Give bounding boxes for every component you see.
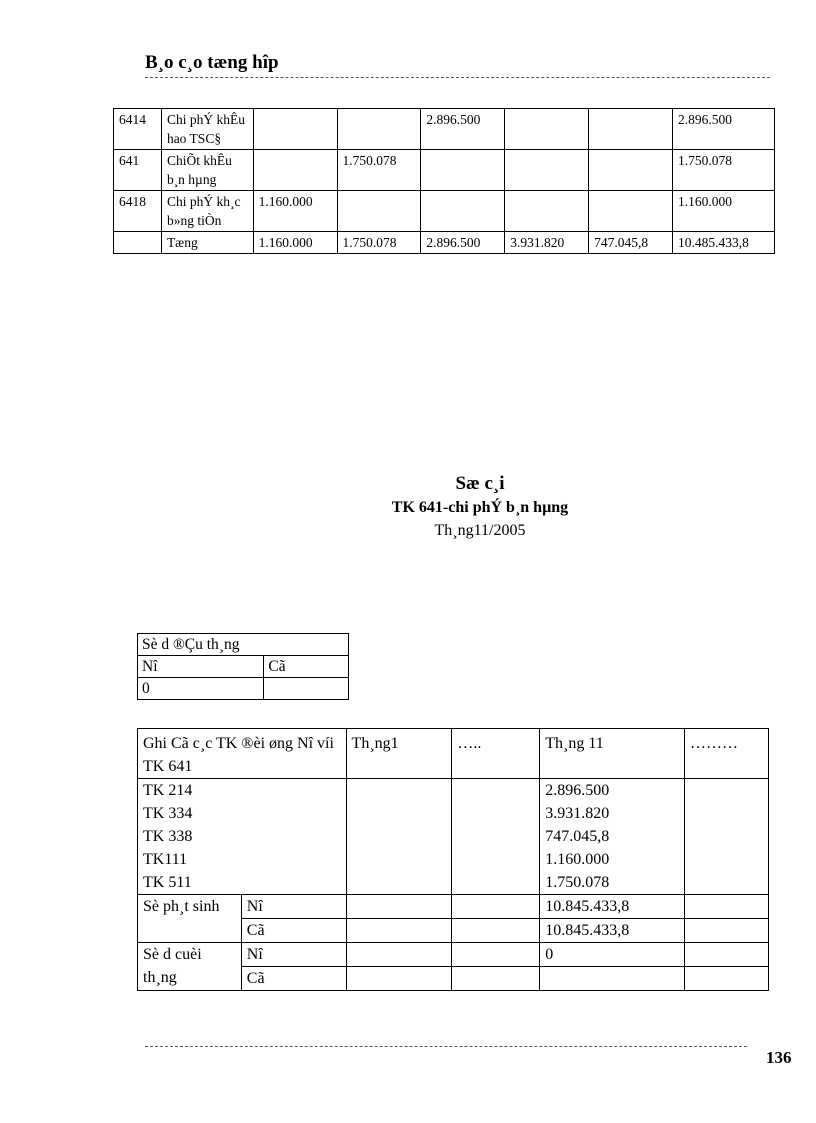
turnover-debit-row [138, 895, 769, 919]
table-cell: 1.750.078 [337, 150, 421, 191]
account-label: TK 511 [143, 874, 192, 891]
table-cell: 641 [114, 150, 162, 191]
table-cell: 1.160.000 [253, 191, 337, 232]
table-row [114, 150, 775, 191]
table-cell: 2.896.500 [673, 109, 775, 150]
table-cell [337, 191, 421, 232]
table-cell [505, 109, 589, 150]
table-cell [114, 232, 162, 254]
opening-balance-table [137, 633, 349, 700]
table-cell: 2.896.500 [421, 109, 505, 150]
table-cell: Chi phÝ kh¸c b»ng tiÒn [161, 191, 253, 232]
ledger-period: Th¸ng11/2005 [434, 522, 526, 539]
table-cell: Tæng [161, 232, 253, 254]
opening-credit-value [264, 678, 349, 700]
table-row [114, 191, 775, 232]
table-cell: 3.931.820 [505, 232, 589, 254]
turnover-credit-value: 10.845.433,8 [540, 919, 685, 943]
ledger-title: Sæ c¸i [455, 473, 505, 494]
ledger-accounts-row [138, 779, 769, 895]
ledger-ellipsis-cell [452, 779, 540, 895]
table-cell [253, 150, 337, 191]
ledger-header-ellipsis-2: ……… [685, 729, 769, 779]
table-cell: 747.045,8 [589, 232, 673, 254]
ledger-header-accounts: Ghi Cã c¸c TK ®èi øng Nî víi TK 641 [138, 729, 347, 779]
table-row [114, 232, 775, 254]
table-cell [505, 191, 589, 232]
closing-debit-label: Nî [241, 943, 346, 967]
page-number: 136 [766, 1048, 792, 1067]
table-row [114, 109, 775, 150]
table-cell [505, 150, 589, 191]
account-label: TK 214 [143, 782, 193, 799]
closing-balance-label: Sè d cuèi th¸ng [138, 943, 242, 991]
table-cell: 2.896.500 [421, 232, 505, 254]
account-label: TK111 [143, 851, 188, 868]
table-cell [253, 109, 337, 150]
table-cell [589, 150, 673, 191]
table-cell: 10.485.433,8 [673, 232, 775, 254]
table-cell: 1.750.078 [673, 150, 775, 191]
table-cell: Chi phÝ khÊu hao TSC§ [161, 109, 253, 150]
ledger-header-row [138, 729, 769, 779]
opening-debit-label: Nî [138, 656, 264, 678]
ledger-header-month1: Th¸ng1 [346, 729, 452, 779]
closing-debit-row [138, 943, 769, 967]
table-cell: 1.750.078 [337, 232, 421, 254]
ledger-ellipsis-cell-2 [685, 779, 769, 895]
footer-divider [145, 1046, 747, 1047]
account-amount: 2.896.500 [545, 782, 610, 799]
table-cell: 6414 [114, 109, 162, 150]
turnover-debit-label: Nî [241, 895, 346, 919]
page-header-title: B¸o c¸o tæng hîp [145, 52, 279, 73]
expense-breakdown-table [113, 108, 775, 254]
opening-debit-value: 0 [138, 678, 264, 700]
table-cell [589, 191, 673, 232]
opening-balance-header: Sè d ®Çu th¸ng [138, 634, 349, 656]
account-label: TK 334 [143, 805, 193, 822]
ledger-header-ellipsis: ….. [452, 729, 540, 779]
account-amount: 1.160.000 [545, 851, 610, 868]
header-divider [145, 77, 770, 78]
ledger-header-month11: Th¸ng 11 [540, 729, 685, 779]
table-cell [337, 109, 421, 150]
table-cell: 1.160.000 [673, 191, 775, 232]
ledger-account-list [138, 779, 347, 895]
table-cell: 1.160.000 [253, 232, 337, 254]
account-label: TK 338 [143, 828, 193, 845]
general-ledger-table [137, 728, 769, 991]
ledger-subtitle: TK 641-chi phÝ b¸n hµng [391, 499, 569, 516]
account-amount: 1.750.078 [545, 874, 610, 891]
closing-credit-value [540, 967, 685, 991]
closing-debit-value: 0 [540, 943, 685, 967]
turnover-credit-label: Cã [241, 919, 346, 943]
account-amount: 3.931.820 [545, 805, 610, 822]
ledger-month1-cell [346, 779, 452, 895]
table-cell: ChiÕt khÊu b¸n hµng [161, 150, 253, 191]
turnover-debit-value: 10.845.433,8 [540, 895, 685, 919]
table-cell [589, 109, 673, 150]
account-amount: 747.045,8 [545, 828, 610, 845]
turnover-label: Sè ph¸t sinh [138, 895, 242, 943]
table-cell [421, 150, 505, 191]
ledger-month11-values [540, 779, 685, 895]
table-cell: 6418 [114, 191, 162, 232]
opening-credit-label: Cã [264, 656, 349, 678]
table-cell [421, 191, 505, 232]
closing-credit-label: Cã [241, 967, 346, 991]
